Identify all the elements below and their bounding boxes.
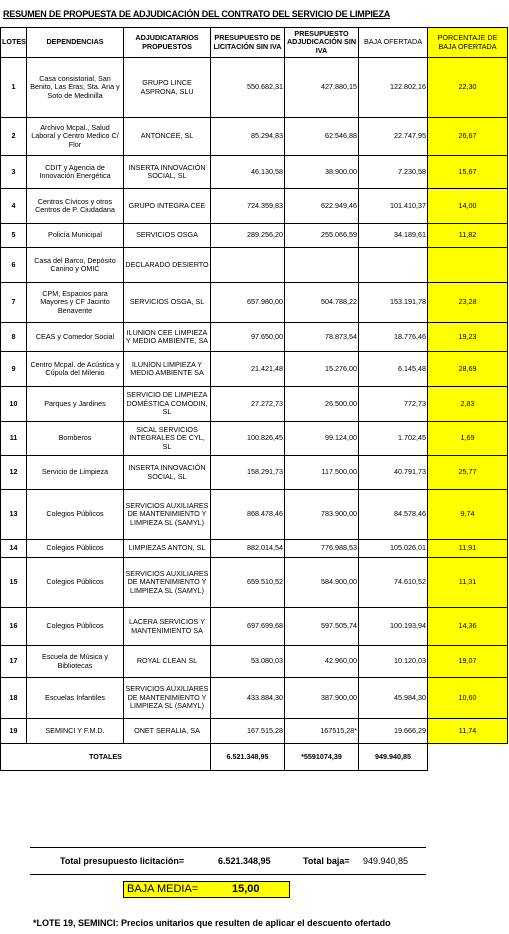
adjudicatario-cell: ILUNION CEE LIMPIEZA Y MEDIO AMBIENTE, SA — [124, 323, 211, 352]
lote-cell: 12 — [1, 456, 27, 490]
header-adjudicatarios: ADJUDICATARIOS PROPUESTOS — [124, 28, 211, 58]
baja-cell: 40.791,73 — [359, 456, 428, 490]
licitacion-cell: 27.272,73 — [211, 387, 285, 422]
lote-cell: 17 — [1, 646, 27, 678]
porcentaje-cell: 14,36 — [428, 608, 508, 646]
porcentaje-cell: 11,31 — [428, 558, 508, 608]
lote-cell: 8 — [1, 323, 27, 352]
lote-cell: 15 — [1, 558, 27, 608]
porcentaje-cell: 2,83 — [428, 387, 508, 422]
adjudicatario-cell: SERVICIOS AUXILIARES DE MANTENIMIENTO Y LIMPIEZA SL (SAMYL) — [124, 490, 211, 540]
baja-cell: 6.145,48 — [359, 352, 428, 387]
table-row — [1, 352, 508, 387]
totals-label: TOTALES — [1, 744, 211, 771]
baja-cell — [359, 248, 428, 283]
baja-media-label: BAJA MEDIA= — [127, 883, 199, 895]
adjudicatario-cell: GRUPO INTEGRA CEE — [124, 189, 211, 224]
porcentaje-cell: 11,82 — [428, 224, 508, 248]
table-row — [1, 118, 508, 156]
table-row — [1, 558, 508, 608]
adjudicacion-cell: 117.500,00 — [285, 456, 359, 490]
baja-cell: 153.191,78 — [359, 283, 428, 323]
adjudicacion-cell: 504.788,22 — [285, 283, 359, 323]
lote-cell: 19 — [1, 719, 27, 744]
licitacion-cell: 697.699,68 — [211, 608, 285, 646]
licitacion-cell: 550.682,31 — [211, 58, 285, 118]
porcentaje-cell: 15,67 — [428, 156, 508, 189]
adjudicacion-cell: 783.900,00 — [285, 490, 359, 540]
dependencia-cell: Parques y Jardines — [27, 387, 124, 422]
adjudicatario-cell: ROYAL CLEAN SL — [124, 646, 211, 678]
adjudicacion-cell: 26.500,00 — [285, 387, 359, 422]
table-row — [1, 678, 508, 719]
adjudicatario-cell: ONET SERALIA, SA — [124, 719, 211, 744]
summary-baja-value: 949.940,85 — [363, 856, 409, 866]
porcentaje-cell: 25,77 — [428, 456, 508, 490]
dependencia-cell: CDIT y Agencia de Innovación Energética — [27, 156, 124, 189]
lote-cell: 6 — [1, 248, 27, 283]
page-title: RESUMEN DE PROPUESTA DE ADJUDICACIÓN DEL CONTRATO DEL SERVICIO DE LIMPIEZA — [3, 9, 391, 19]
lote-cell: 10 — [1, 387, 27, 422]
adjudicacion-cell: 167515,28* — [285, 719, 359, 744]
baja-cell: 100.193,94 — [359, 608, 428, 646]
lote-cell: 13 — [1, 490, 27, 540]
licitacion-cell: 657.980,00 — [211, 283, 285, 323]
header-dependencias: DEPENDENCIAS — [27, 28, 124, 58]
table-row — [1, 189, 508, 224]
adjudicatario-cell: ILUNION LIMPIEZA Y MEDIO AMBIENTE SA — [124, 352, 211, 387]
adjudicatario-cell: SERVICIOS OSGA — [124, 224, 211, 248]
table-row — [1, 456, 508, 490]
dependencia-cell: Colegios Públicos — [27, 540, 124, 558]
baja-cell: 74.610,52 — [359, 558, 428, 608]
lote-cell: 3 — [1, 156, 27, 189]
table-row — [1, 387, 508, 422]
table-row — [1, 283, 508, 323]
adjudicacion-cell: 62.546,88 — [285, 118, 359, 156]
totals-baja: 949.940,85 — [359, 744, 428, 771]
licitacion-cell: 100.826,45 — [211, 422, 285, 456]
dependencia-cell: Escuelas Infantiles — [27, 678, 124, 719]
dependencia-cell: Archivo Mcpal., Salud Laboral y Centro Medico C/ Flor — [27, 118, 124, 156]
table-row — [1, 490, 508, 540]
baja-cell: 105.026,01 — [359, 540, 428, 558]
baja-cell: 22.747,95 — [359, 118, 428, 156]
adjudicacion-cell: 427.880,15 — [285, 58, 359, 118]
baja-cell: 7.230,58 — [359, 156, 428, 189]
adjudicacion-cell: 387.900,00 — [285, 678, 359, 719]
licitacion-cell: 167.515,28 — [211, 719, 285, 744]
adjudicatario-cell: INSERTA INNOVACIÓN SOCIAL, SL — [124, 156, 211, 189]
adjudicatario-cell: SERVICIOS AUXILIARES DE MANTENIMIENTO Y LIMPIEZA SL (SAMYL) — [124, 678, 211, 719]
porcentaje-cell: 22,30 — [428, 58, 508, 118]
baja-cell: 101.410,37 — [359, 189, 428, 224]
lote-cell: 1 — [1, 58, 27, 118]
adjudicacion-cell: 255.066,59 — [285, 224, 359, 248]
adjudicatario-cell: LIMPIEZAS ANTON, SL — [124, 540, 211, 558]
dependencia-cell: SEMINCI Y F.M.D. — [27, 719, 124, 744]
baja-cell: 1.702,45 — [359, 422, 428, 456]
adjudication-table — [0, 27, 508, 771]
adjudicacion-cell: 42.960,00 — [285, 646, 359, 678]
header-baja: BAJA OFERTADA — [359, 28, 428, 58]
lote-cell: 2 — [1, 118, 27, 156]
table-row — [1, 58, 508, 118]
header-presupuesto-adjudicacion: PRESUPUESTO ADJUDICACIÓN SIN IVA — [285, 28, 359, 58]
footnote: *LOTE 19, SEMINCI: Precios unitarios que resulten de aplicar el descuento ofertado — [33, 918, 391, 928]
lote-cell: 9 — [1, 352, 27, 387]
summary-licitacion-value: 6.521.348,95 — [218, 856, 271, 866]
adjudicatario-cell: GRUPO LINCE ASPRONA, SLU — [124, 58, 211, 118]
porcentaje-cell: 9,74 — [428, 490, 508, 540]
porcentaje-cell: 19,07 — [428, 646, 508, 678]
totals-empty — [428, 744, 508, 771]
header-porcentaje: PORCENTAJE DE BAJA OFERTADA — [428, 28, 508, 58]
licitacion-cell: 53.080,03 — [211, 646, 285, 678]
porcentaje-cell: 23,28 — [428, 283, 508, 323]
baja-cell: 84.578,46 — [359, 490, 428, 540]
licitacion-cell: 289.256,20 — [211, 224, 285, 248]
porcentaje-cell: 14,00 — [428, 189, 508, 224]
porcentaje-cell: 10,60 — [428, 678, 508, 719]
licitacion-cell: 659.510,52 — [211, 558, 285, 608]
header-lote: LOTES — [1, 28, 27, 58]
baja-cell: 772,73 — [359, 387, 428, 422]
adjudicatario-cell: SERVICIO DE LIMPIEZA DOMÉSTICA COMODIN, SL — [124, 387, 211, 422]
porcentaje-cell: 1,69 — [428, 422, 508, 456]
summary-bar — [30, 847, 426, 875]
dependencia-cell: Centro Mcpal. de Acústica y Cúpula del Milenio — [27, 352, 124, 387]
table-row — [1, 422, 508, 456]
adjudicacion-cell: 38.900,00 — [285, 156, 359, 189]
dependencia-cell: Bomberos — [27, 422, 124, 456]
licitacion-cell: 724.359,83 — [211, 189, 285, 224]
porcentaje-cell: 26,67 — [428, 118, 508, 156]
lote-cell: 5 — [1, 224, 27, 248]
adjudicacion-cell: 776.988,53 — [285, 540, 359, 558]
licitacion-cell: 46.130,58 — [211, 156, 285, 189]
lote-cell: 16 — [1, 608, 27, 646]
totals-row — [1, 744, 508, 771]
table-row — [1, 608, 508, 646]
table-row — [1, 248, 508, 283]
baja-cell: 10.120,03 — [359, 646, 428, 678]
porcentaje-cell: 11,74 — [428, 719, 508, 744]
baja-cell: 45.984,30 — [359, 678, 428, 719]
licitacion-cell: 97.650,00 — [211, 323, 285, 352]
header-row — [1, 28, 508, 58]
dependencia-cell: Colegios Públicos — [27, 608, 124, 646]
licitacion-cell: 21.421,48 — [211, 352, 285, 387]
baja-cell: 34.189,61 — [359, 224, 428, 248]
dependencia-cell: Colegios Públicos — [27, 558, 124, 608]
dependencia-cell: Colegios Públicos — [27, 490, 124, 540]
lote-cell: 18 — [1, 678, 27, 719]
adjudicatario-cell: SERVICIOS OSGA, SL — [124, 283, 211, 323]
adjudicacion-cell: 622.949,46 — [285, 189, 359, 224]
lote-cell: 4 — [1, 189, 27, 224]
dependencia-cell: CPM, Espacios para Mayores y CF Jacinto Benavente — [27, 283, 124, 323]
adjudicacion-cell: 78.873,54 — [285, 323, 359, 352]
summary-baja-label: Total baja= — [303, 856, 350, 866]
table-row — [1, 224, 508, 248]
header-presupuesto-licitacion: PRESUPUESTO DE LICITACIÓN SIN IVA — [211, 28, 285, 58]
licitacion-cell: 433.884,30 — [211, 678, 285, 719]
adjudicatario-cell: INSERTA INNOVACIÓN SOCIAL, SL — [124, 456, 211, 490]
licitacion-cell: 85.294,83 — [211, 118, 285, 156]
dependencia-cell: Servicio de Limpieza — [27, 456, 124, 490]
porcentaje-cell: 11,91 — [428, 540, 508, 558]
porcentaje-cell: 19,23 — [428, 323, 508, 352]
baja-cell: 19.666,29 — [359, 719, 428, 744]
adjudicacion-cell: 597.505,74 — [285, 608, 359, 646]
porcentaje-cell — [428, 248, 508, 283]
adjudicacion-cell: 99.124,00 — [285, 422, 359, 456]
dependencia-cell: Casa del Barco, Depósito Canino y OMIC — [27, 248, 124, 283]
baja-cell: 18.776,46 — [359, 323, 428, 352]
table-row — [1, 719, 508, 744]
adjudicatario-cell: LACERA SERVICIOS Y MANTENIMIENTO SA — [124, 608, 211, 646]
licitacion-cell: 158.291,73 — [211, 456, 285, 490]
adjudicatario-cell: ANTONCEE, SL — [124, 118, 211, 156]
adjudicacion-cell: 15.276,00 — [285, 352, 359, 387]
licitacion-cell — [211, 248, 285, 283]
lote-cell: 14 — [1, 540, 27, 558]
baja-media-box — [123, 881, 290, 898]
adjudicacion-cell: 584.900,00 — [285, 558, 359, 608]
licitacion-cell: 882.014,54 — [211, 540, 285, 558]
totals-licitacion: 6.521.348,95 — [211, 744, 285, 771]
baja-cell: 122.802,16 — [359, 58, 428, 118]
adjudicatario-cell: SERVICIOS AUXILIARES DE MANTENIMIENTO Y LIMPIEZA SL (SAMYL) — [124, 558, 211, 608]
table-row — [1, 323, 508, 352]
totals-adjudicacion: *5591074,39 — [285, 744, 359, 771]
lote-cell: 11 — [1, 422, 27, 456]
adjudicacion-cell — [285, 248, 359, 283]
lote-cell: 7 — [1, 283, 27, 323]
dependencia-cell: Casa consistorial, San Benito, Las Eras, Sta. Ana y Soto de Medinilla — [27, 58, 124, 118]
dependencia-cell: Escuela de Música y Bibliotecas — [27, 646, 124, 678]
table-row — [1, 540, 508, 558]
table-row — [1, 156, 508, 189]
baja-media-value: 15,00 — [232, 883, 260, 895]
dependencia-cell: Policía Municipal — [27, 224, 124, 248]
dependencia-cell: CEAS y Comedor Social — [27, 323, 124, 352]
summary-licitacion-label: Total presupuesto licitación= — [60, 856, 185, 866]
adjudicatario-cell: DECLARADO DESIERTO — [124, 248, 211, 283]
table-row — [1, 646, 508, 678]
licitacion-cell: 868.478,46 — [211, 490, 285, 540]
dependencia-cell: Centros Cívicos y otros Centros de P. Ciudadana — [27, 189, 124, 224]
adjudicatario-cell: SICAL SERVICIOS INTEGRALES DE CYL, SL — [124, 422, 211, 456]
porcentaje-cell: 28,69 — [428, 352, 508, 387]
